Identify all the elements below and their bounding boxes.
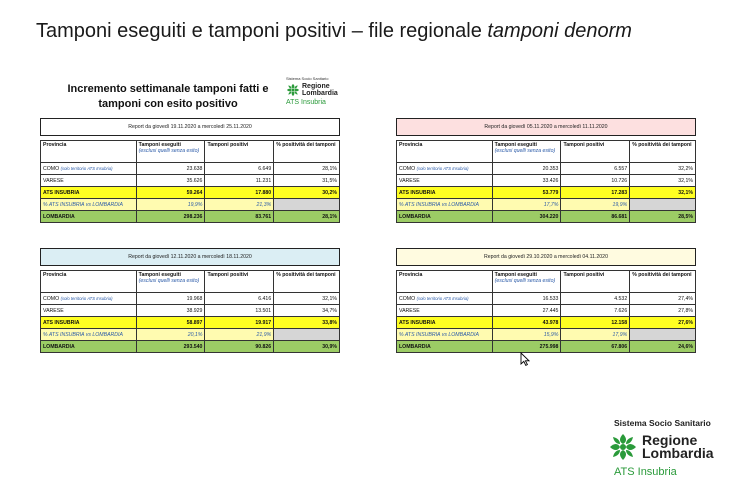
data-table bbox=[40, 270, 340, 353]
lombardia-rose-icon bbox=[608, 432, 638, 462]
cell-pct: 33,8% bbox=[274, 317, 340, 329]
mini-logo-ats: ATS Insubria bbox=[286, 99, 326, 106]
header-positivita: % positività dei tamponi bbox=[274, 141, 340, 163]
row-name: LOMBARDIA bbox=[397, 341, 493, 353]
cell-positivi: 7.626 bbox=[561, 305, 630, 317]
como-note: (solo territorio ATS Insubria) bbox=[416, 295, 469, 301]
cell-positivi: 17.880 bbox=[205, 187, 274, 199]
report-table-2 bbox=[396, 118, 696, 223]
row-name: LOMBARDIA bbox=[41, 341, 137, 353]
report-table-3 bbox=[40, 248, 340, 353]
cell-positivi: 19,9% bbox=[561, 199, 630, 211]
cell-eseguiti: 38.929 bbox=[136, 305, 205, 317]
cell-positivi: 4.532 bbox=[561, 293, 630, 305]
cell-pct: 32,1% bbox=[274, 293, 340, 305]
cell-eseguiti: 19,9% bbox=[136, 199, 205, 211]
row-name: LOMBARDIA bbox=[41, 211, 137, 223]
table-row bbox=[397, 175, 696, 187]
table-row bbox=[41, 305, 340, 317]
cell-positivi: 90.826 bbox=[205, 341, 274, 353]
cell-pct: 32,1% bbox=[630, 175, 696, 187]
header-eseguiti: Tamponi eseguiti (esclusi quelli senza esito) bbox=[136, 271, 205, 293]
table-row-lombardia bbox=[41, 341, 340, 353]
row-name: COMO (solo territorio ATS Insubria) bbox=[41, 163, 137, 175]
table-header-row bbox=[41, 141, 340, 163]
cell-eseguiti: 19.968 bbox=[136, 293, 205, 305]
mini-logo bbox=[286, 76, 350, 116]
header-positivi: Tamponi positivi bbox=[205, 141, 274, 163]
table-header-row bbox=[41, 271, 340, 293]
cell-eseguiti: 23.638 bbox=[136, 163, 205, 175]
data-table bbox=[40, 140, 340, 223]
mouse-cursor-icon bbox=[520, 352, 530, 366]
table-row-pct bbox=[397, 199, 696, 211]
cell-pct: 34,7% bbox=[274, 305, 340, 317]
row-name: ATS INSUBRIA bbox=[41, 187, 137, 199]
table-row-lombardia bbox=[41, 211, 340, 223]
cell-pct: 27,6% bbox=[630, 317, 696, 329]
cell-pct-empty bbox=[630, 329, 696, 341]
cell-positivi: 83.761 bbox=[205, 211, 274, 223]
cell-positivi: 12.158 bbox=[561, 317, 630, 329]
cell-positivi: 13.501 bbox=[205, 305, 274, 317]
header-positivi: Tamponi positivi bbox=[561, 141, 630, 163]
cell-positivi: 21,9% bbox=[205, 329, 274, 341]
cell-positivi: 6.416 bbox=[205, 293, 274, 305]
cell-positivi: 6.557 bbox=[561, 163, 630, 175]
cell-eseguiti: 15,9% bbox=[492, 329, 561, 341]
cell-eseguiti: 275.998 bbox=[492, 341, 561, 353]
cell-pct-empty bbox=[630, 199, 696, 211]
cell-pct: 24,6% bbox=[630, 341, 696, 353]
table-row-ats bbox=[397, 187, 696, 199]
table-row bbox=[397, 163, 696, 175]
table-header-row bbox=[397, 141, 696, 163]
row-name: COMO (solo territorio ATS Insubria) bbox=[397, 163, 493, 175]
table-row-lombardia bbox=[397, 341, 696, 353]
header-eseguiti-note: (esclusi quelli senza esito) bbox=[494, 278, 556, 284]
cell-eseguiti: 17,7% bbox=[492, 199, 561, 211]
report-table-1 bbox=[40, 118, 340, 223]
cell-eseguiti: 58.897 bbox=[136, 317, 205, 329]
header-provincia: Provincia bbox=[41, 271, 137, 293]
row-name: ATS INSUBRIA bbox=[41, 317, 137, 329]
cell-pct: 30,9% bbox=[274, 341, 340, 353]
table-row-pct bbox=[41, 329, 340, 341]
cell-pct: 30,2% bbox=[274, 187, 340, 199]
header-eseguiti: Tamponi eseguiti (esclusi quelli senza esito) bbox=[492, 271, 561, 293]
table-row-ats bbox=[397, 317, 696, 329]
logo-ats-text: ATS Insubria bbox=[614, 466, 677, 478]
cell-positivi: 86.681 bbox=[561, 211, 630, 223]
header-positivi: Tamponi positivi bbox=[205, 271, 274, 293]
table-row-pct bbox=[41, 199, 340, 211]
cell-eseguiti: 20,1% bbox=[136, 329, 205, 341]
como-note: (solo territorio ATS Insubria) bbox=[60, 295, 113, 301]
cell-pct-empty bbox=[274, 199, 340, 211]
header-eseguiti-note: (esclusi quelli senza esito) bbox=[138, 278, 200, 284]
row-name: ATS INSUBRIA bbox=[397, 187, 493, 199]
table-row-ats bbox=[41, 317, 340, 329]
cell-positivi: 6.649 bbox=[205, 163, 274, 175]
lombardia-rose-icon bbox=[286, 83, 300, 97]
row-name: COMO (solo territorio ATS Insubria) bbox=[41, 293, 137, 305]
cell-pct-empty bbox=[274, 329, 340, 341]
mini-logo-top: Sistema Socio Sanitario bbox=[286, 76, 329, 81]
table-row bbox=[41, 293, 340, 305]
cell-pct: 28,1% bbox=[274, 163, 340, 175]
cell-positivi: 67.806 bbox=[561, 341, 630, 353]
logo-top-text: Sistema Socio Sanitario bbox=[614, 418, 711, 428]
row-name: % ATS INSUBRIA vs LOMBARDIA bbox=[41, 199, 137, 211]
report-banner: Report da giovedì 19.11.2020 a mercoledì 25.11.2020 bbox=[40, 118, 340, 136]
row-name: VARESE bbox=[41, 175, 137, 187]
cell-eseguiti: 16.533 bbox=[492, 293, 561, 305]
table-row-pct bbox=[397, 329, 696, 341]
mini-logo-name1: Regione bbox=[302, 83, 330, 90]
header-positivi: Tamponi positivi bbox=[561, 271, 630, 293]
header-provincia: Provincia bbox=[397, 271, 493, 293]
row-name: % ATS INSUBRIA vs LOMBARDIA bbox=[397, 329, 493, 341]
header-eseguiti: Tamponi eseguiti (esclusi quelli senza esito) bbox=[136, 141, 205, 163]
row-name: % ATS INSUBRIA vs LOMBARDIA bbox=[397, 199, 493, 211]
cell-positivi: 17.283 bbox=[561, 187, 630, 199]
regione-lombardia-logo bbox=[608, 418, 728, 492]
slide-title-italic: tamponi denorm bbox=[487, 20, 632, 42]
cell-positivi: 19.917 bbox=[205, 317, 274, 329]
row-name: LOMBARDIA bbox=[397, 211, 493, 223]
cell-pct: 31,5% bbox=[274, 175, 340, 187]
table-row bbox=[41, 163, 340, 175]
data-table bbox=[396, 140, 696, 223]
cell-eseguiti: 33.426 bbox=[492, 175, 561, 187]
header-eseguiti-note: (esclusi quelli senza esito) bbox=[494, 148, 556, 154]
logo-name-1: Regione bbox=[642, 432, 698, 448]
header-eseguiti-note: (esclusi quelli senza esito) bbox=[138, 148, 200, 154]
como-note: (solo territorio ATS Insubria) bbox=[60, 165, 113, 171]
row-name: VARESE bbox=[397, 305, 493, 317]
cell-pct: 28,1% bbox=[274, 211, 340, 223]
cell-pct: 28,5% bbox=[630, 211, 696, 223]
row-name: VARESE bbox=[41, 305, 137, 317]
table-header-row bbox=[397, 271, 696, 293]
report-banner: Report da giovedì 12.11.2020 a mercoledì 18.11.2020 bbox=[40, 248, 340, 266]
report-banner: Report da giovedì 29.10.2020 a mercoledì 04.11.2020 bbox=[396, 248, 696, 266]
cell-positivi: 21,3% bbox=[205, 199, 274, 211]
slide-title bbox=[36, 20, 632, 43]
data-table bbox=[396, 270, 696, 353]
table-row bbox=[397, 293, 696, 305]
cell-positivi: 11.231 bbox=[205, 175, 274, 187]
header-positivita: % positività dei tamponi bbox=[630, 271, 696, 293]
cell-pct: 32,2% bbox=[630, 163, 696, 175]
slide-title-main: Tamponi eseguiti e tamponi positivi – file regionale bbox=[36, 20, 488, 42]
header-eseguiti: Tamponi eseguiti (esclusi quelli senza esito) bbox=[492, 141, 561, 163]
cell-positivi: 10.726 bbox=[561, 175, 630, 187]
cell-pct: 27,8% bbox=[630, 305, 696, 317]
cell-eseguiti: 20.353 bbox=[492, 163, 561, 175]
report-banner: Report da giovedì 05.11.2020 a mercoledì 11.11.2020 bbox=[396, 118, 696, 136]
logo-name-2: Lombardia bbox=[642, 445, 714, 461]
row-name: ATS INSUBRIA bbox=[397, 317, 493, 329]
table-row-ats bbox=[41, 187, 340, 199]
cell-eseguiti: 59.264 bbox=[136, 187, 205, 199]
row-name: % ATS INSUBRIA vs LOMBARDIA bbox=[41, 329, 137, 341]
table-row-lombardia bbox=[397, 211, 696, 223]
slide-subtitle: Incremento settimanale tamponi fatti e tamponi con esito positivo bbox=[67, 83, 269, 110]
header-positivita: % positività dei tamponi bbox=[274, 271, 340, 293]
cell-eseguiti: 43.978 bbox=[492, 317, 561, 329]
cell-positivi: 17,9% bbox=[561, 329, 630, 341]
row-name: COMO (solo territorio ATS Insubria) bbox=[397, 293, 493, 305]
cell-eseguiti: 53.779 bbox=[492, 187, 561, 199]
row-name: VARESE bbox=[397, 175, 493, 187]
table-row bbox=[397, 305, 696, 317]
cell-eseguiti: 304.220 bbox=[492, 211, 561, 223]
cell-eseguiti: 27.445 bbox=[492, 305, 561, 317]
cell-eseguiti: 293.540 bbox=[136, 341, 205, 353]
como-note: (solo territorio ATS Insubria) bbox=[416, 165, 469, 171]
cell-eseguiti: 298.236 bbox=[136, 211, 205, 223]
cell-eseguiti: 35.626 bbox=[136, 175, 205, 187]
cell-pct: 27,4% bbox=[630, 293, 696, 305]
report-table-4 bbox=[396, 248, 696, 353]
table-row bbox=[41, 175, 340, 187]
header-provincia: Provincia bbox=[397, 141, 493, 163]
header-provincia: Provincia bbox=[41, 141, 137, 163]
cell-pct: 32,1% bbox=[630, 187, 696, 199]
mini-logo-name2: Lombardia bbox=[302, 90, 338, 97]
header-positivita: % positività dei tamponi bbox=[630, 141, 696, 163]
